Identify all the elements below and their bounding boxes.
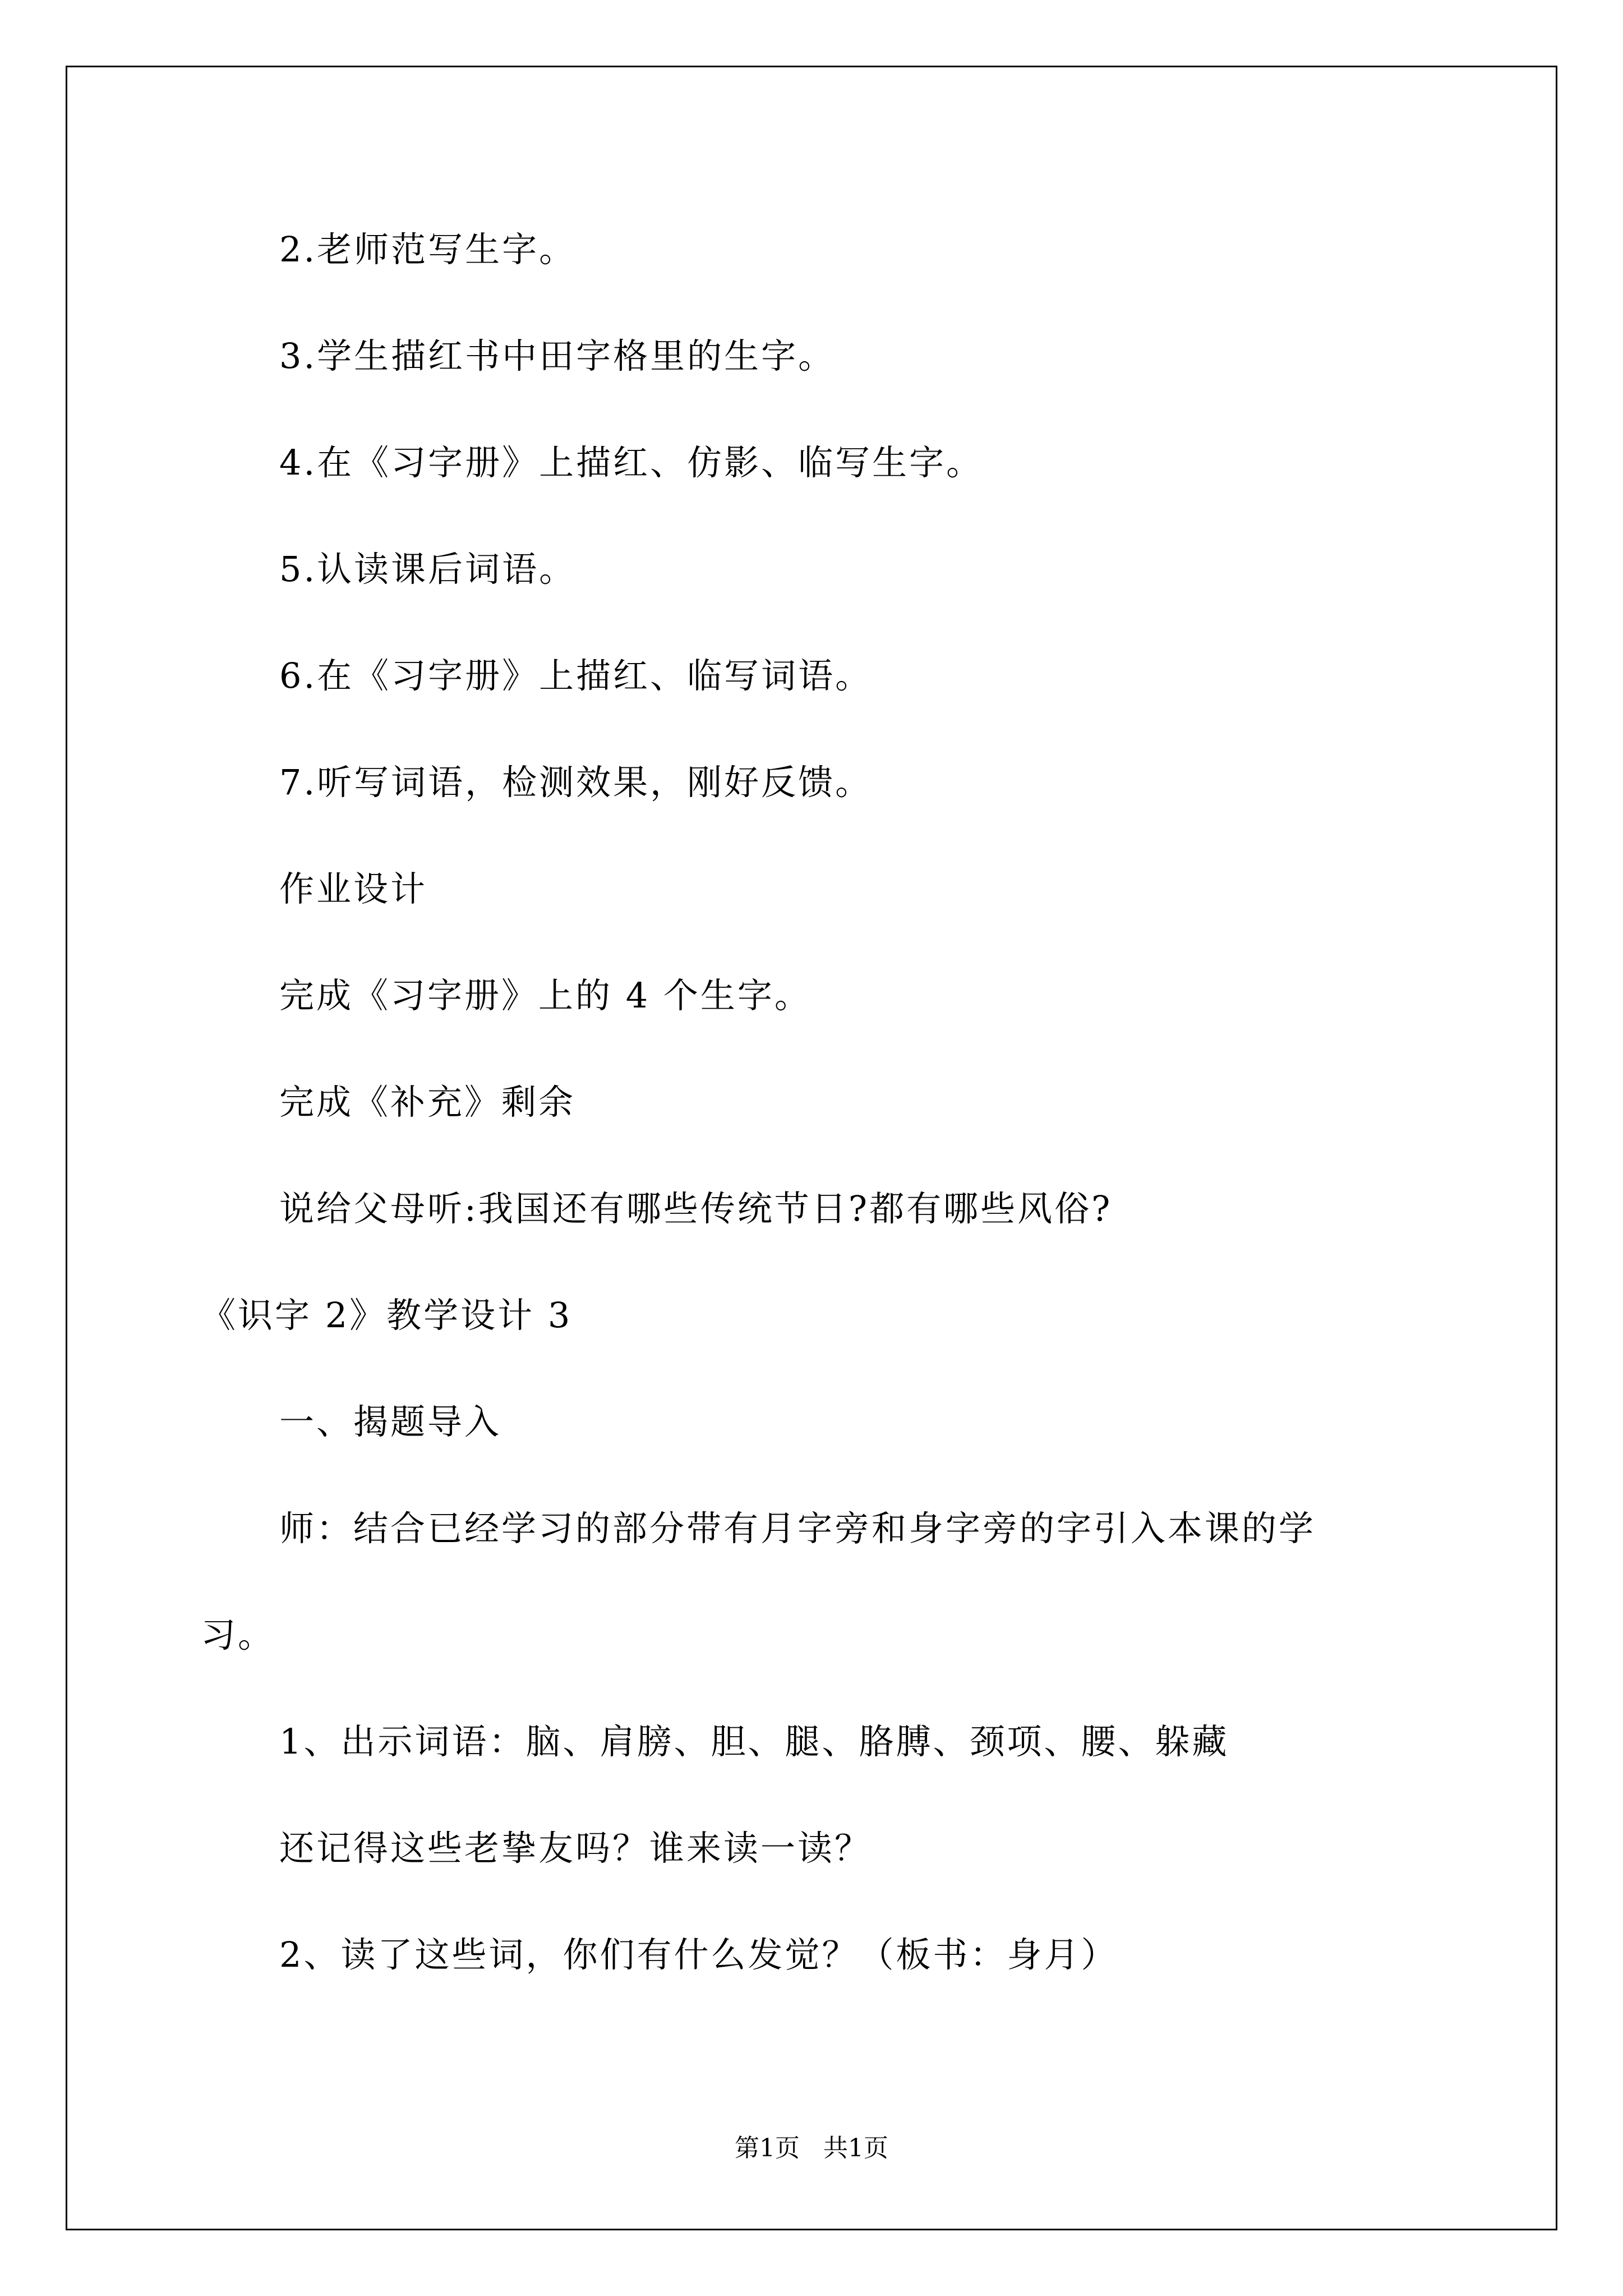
teacher-paragraph-line-1: 师：结合已经学习的部分带有月字旁和身字旁的字引入本课的学 [279, 1508, 1316, 1549]
section-title: 《识字 2》教学设计 3 [201, 1295, 573, 1336]
intro-heading: 一、揭题导入 [279, 1401, 502, 1442]
step-3-line: 3.学生描红书中田字格里的生字。 [279, 335, 836, 376]
question-line: 还记得这些老挚友吗？谁来读一读？ [279, 1828, 872, 1869]
page-footer: 第1页 共1页 [735, 2134, 888, 2162]
step-6-line: 6.在《习字册》上描红、临写词语。 [279, 655, 873, 696]
step-5-line: 5.认读课后词语。 [279, 549, 577, 590]
word-list-line: 1、出示词语：脑、肩膀、胆、腿、胳膊、颈项、腰、躲藏 [279, 1721, 1229, 1762]
step-2-line: 2.老师范写生字。 [279, 229, 577, 270]
homework-item-3: 说给父母听:我国还有哪些传统节日?都有哪些风俗? [279, 1188, 1113, 1229]
homework-item-1: 完成《习字册》上的 4 个生字。 [279, 975, 811, 1016]
teacher-paragraph-line-2: 习。 [201, 1614, 275, 1655]
page-border [66, 66, 1557, 2230]
step-4-line: 4.在《习字册》上描红、仿影、临写生字。 [279, 442, 984, 483]
discovery-line: 2、读了这些词，你们有什么发觉？（板书：身月） [279, 1934, 1118, 1975]
homework-item-2: 完成《补充》剩余 [279, 1082, 576, 1122]
homework-heading: 作业设计 [279, 868, 428, 909]
step-7-line: 7.听写词语，检测效果，刚好反馈。 [279, 762, 873, 803]
